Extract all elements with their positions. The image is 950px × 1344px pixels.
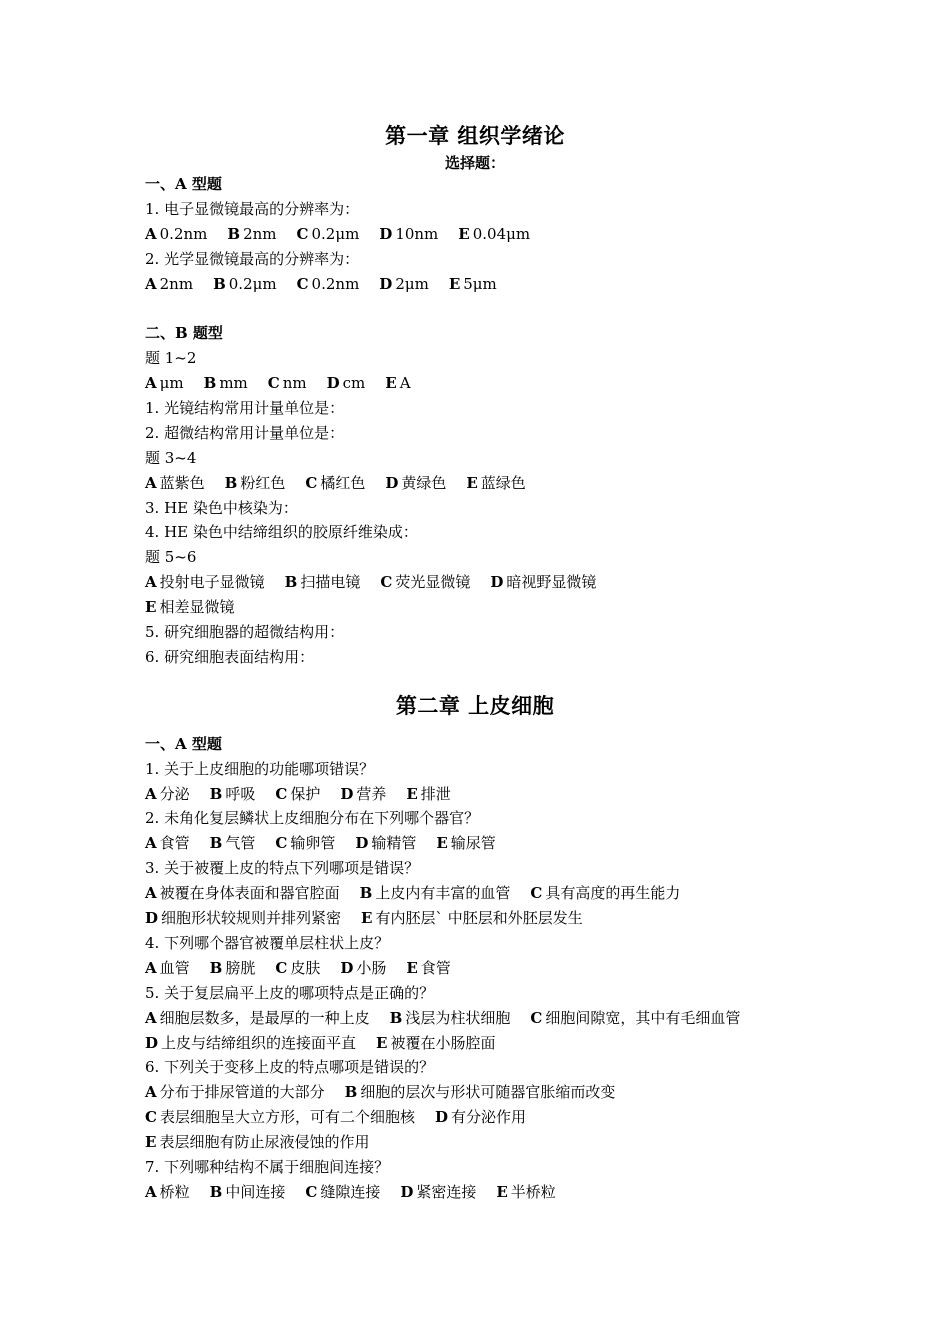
option-letter: E	[448, 274, 461, 293]
document-body	[145, 118, 845, 1205]
question: 1. 关于上皮细胞的功能哪项错误？	[145, 759, 375, 778]
option-text: 缝隙连接	[320, 1182, 381, 1201]
question: 4. HE 染色中结缔组织的胶原纤维染成：	[145, 523, 418, 542]
options-row	[145, 222, 845, 247]
option-a	[145, 471, 205, 496]
option-text: 食管	[159, 834, 190, 853]
option-text: 分泌	[159, 784, 190, 803]
option-c	[275, 831, 335, 856]
option-b	[360, 881, 511, 906]
option-b	[227, 222, 276, 247]
option-letter: A	[145, 1182, 157, 1201]
option-text: 具有高度的再生能力	[545, 884, 681, 903]
option-b	[210, 956, 256, 981]
options-row	[145, 1130, 845, 1155]
option-c	[268, 371, 307, 396]
question: 1. 电子显微镜最高的分辨率为：	[145, 199, 360, 218]
option-d	[145, 906, 341, 931]
option-b	[204, 371, 248, 396]
option-a	[145, 222, 207, 247]
option-c	[305, 471, 365, 496]
option-text: 分布于排尿管道的大部分	[159, 1083, 325, 1102]
option-letter: D	[326, 374, 340, 393]
chapter1-subtitle: 选择题：	[444, 154, 505, 172]
option-letter: C	[305, 473, 318, 492]
options-row	[145, 831, 845, 856]
option-letter: A	[145, 884, 157, 903]
options-row	[145, 595, 845, 620]
option-letter: E	[385, 374, 397, 393]
option-text: 排泄	[420, 784, 451, 803]
option-text: 输尿管	[450, 834, 496, 853]
option-text: 上皮内有丰富的血管	[375, 884, 511, 903]
ch2-section-a-heading: 一、A 型题	[145, 734, 222, 753]
option-d	[490, 570, 596, 595]
option-text: 表层细胞有防止尿液侵蚀的作用	[159, 1133, 370, 1152]
option-text: 黄绿色	[401, 473, 447, 492]
option-text: 2nm	[159, 274, 194, 293]
question: 4. 下列哪个器官被覆单层柱状上皮？	[145, 933, 390, 952]
option-text: 0.04μm	[472, 224, 531, 243]
options-row	[145, 1006, 845, 1031]
option-e	[458, 222, 530, 247]
option-letter: C	[530, 884, 543, 903]
question: 1. 光镜结构常用计量单位是：	[145, 399, 345, 418]
option-e	[406, 956, 450, 981]
option-letter: B	[224, 473, 238, 492]
option-d	[340, 782, 386, 807]
option-a	[145, 881, 340, 906]
option-letter: D	[355, 834, 369, 853]
option-text: 0.2μm	[311, 224, 360, 243]
option-letter: E	[376, 1033, 388, 1052]
options-row	[145, 570, 845, 595]
option-text: 食管	[420, 958, 451, 977]
option-c	[380, 570, 470, 595]
option-c	[530, 881, 680, 906]
option-d	[145, 1031, 356, 1056]
option-text: mm	[219, 374, 248, 393]
options-row	[145, 782, 845, 807]
option-text: 营养	[356, 784, 387, 803]
options-row	[145, 1080, 845, 1105]
option-text: 2nm	[243, 224, 277, 243]
option-text: 0.2nm	[311, 274, 360, 293]
option-text: 5μm	[463, 274, 497, 293]
option-text: 有分泌作用	[450, 1108, 526, 1127]
option-letter: E	[145, 598, 157, 617]
option-letter: A	[145, 224, 157, 243]
option-d	[435, 1105, 526, 1130]
option-letter: E	[436, 834, 448, 853]
option-letter: B	[344, 1083, 358, 1102]
chapter1-title: 第一章 组织学绪论	[385, 123, 565, 148]
option-b	[210, 831, 256, 856]
option-e	[376, 1031, 495, 1056]
ch1-section-a	[145, 197, 845, 297]
option-letter: B	[284, 573, 298, 592]
option-e	[496, 1180, 555, 1205]
option-e	[385, 371, 410, 396]
option-text: 有内胚层` 中胚层和外胚层发生	[375, 909, 583, 928]
option-a	[145, 570, 265, 595]
option-letter: A	[145, 784, 157, 803]
option-letter: E	[496, 1182, 508, 1201]
option-letter: D	[145, 909, 159, 928]
option-a	[145, 371, 184, 396]
option-text: 呼吸	[225, 784, 256, 803]
ch1-section-a-heading: 一、A 型题	[145, 175, 222, 193]
option-letter: A	[145, 1008, 157, 1027]
option-e	[449, 272, 497, 297]
option-letter: B	[227, 224, 241, 243]
option-d	[400, 1180, 476, 1205]
option-text: 上皮与结缔组织的连接面平直	[161, 1033, 357, 1052]
options-row	[145, 471, 845, 496]
option-letter: C	[275, 834, 288, 853]
option-d	[379, 272, 429, 297]
options-row	[145, 956, 845, 981]
question: 2. 光学显微镜最高的分辨率为：	[145, 249, 360, 268]
question: 3. HE 染色中核染为：	[145, 498, 298, 517]
option-letter: B	[209, 1182, 223, 1201]
option-letter: B	[209, 958, 223, 977]
option-letter: E	[361, 909, 373, 928]
option-b	[213, 272, 277, 297]
option-letter: D	[340, 958, 354, 977]
ch1-section-b	[145, 346, 845, 670]
ch1-section-b-heading: 二、B 题型	[145, 324, 223, 343]
question: 7. 下列哪种结构不属于细胞间连接？	[145, 1157, 390, 1176]
option-text: 相差显微镜	[159, 598, 235, 617]
option-letter: D	[379, 274, 393, 293]
option-a	[145, 1006, 370, 1031]
option-text: 粉红色	[240, 473, 286, 492]
option-text: 暗视野显微镜	[506, 573, 597, 592]
option-letter: B	[209, 834, 223, 853]
option-e	[145, 1130, 369, 1155]
option-letter: D	[379, 224, 393, 243]
option-text: 细胞形状较规则并排列紧密	[161, 909, 342, 928]
option-letter: A	[145, 834, 157, 853]
option-letter: D	[145, 1033, 159, 1052]
option-a	[145, 1080, 325, 1105]
option-c	[297, 272, 360, 297]
option-letter: E	[145, 1133, 157, 1152]
option-text: 橘红色	[320, 473, 366, 492]
option-letter: A	[145, 573, 157, 592]
option-text: 血管	[159, 958, 190, 977]
option-letter: A	[145, 274, 157, 293]
option-d	[379, 222, 438, 247]
option-letter: A	[145, 958, 157, 977]
options-row	[145, 881, 845, 906]
option-letter: A	[145, 473, 157, 492]
option-b	[345, 1080, 616, 1105]
option-d	[385, 471, 446, 496]
option-letter: D	[400, 1182, 414, 1201]
question: 5. 关于复层扁平上皮的哪项特点是正确的？	[145, 983, 435, 1002]
option-text: 桥粒	[159, 1182, 190, 1201]
option-text: 10nm	[395, 224, 439, 243]
option-text: 被覆在小肠腔面	[390, 1033, 496, 1052]
option-text: 0.2nm	[159, 224, 208, 243]
option-text: 0.2μm	[228, 274, 277, 293]
option-letter: D	[434, 1108, 448, 1127]
option-letter: D	[490, 573, 504, 592]
option-letter: B	[209, 784, 223, 803]
option-text: 被覆在身体表面和器官腔面	[159, 884, 340, 903]
options-row	[145, 906, 845, 931]
option-letter: C	[275, 958, 288, 977]
option-letter: A	[145, 374, 157, 393]
option-letter: C	[296, 224, 309, 243]
option-letter: B	[359, 884, 373, 903]
option-a	[145, 1180, 190, 1205]
option-e	[436, 831, 495, 856]
option-text: 蓝紫色	[159, 473, 205, 492]
option-d	[340, 956, 386, 981]
option-c	[275, 956, 320, 981]
option-letter: B	[203, 374, 217, 393]
option-letter: D	[340, 784, 354, 803]
option-letter: D	[385, 473, 399, 492]
options-row	[145, 1031, 845, 1056]
option-e	[361, 906, 583, 931]
option-letter: E	[406, 958, 418, 977]
option-text: cm	[342, 374, 366, 393]
option-a	[145, 956, 190, 981]
question-group-label: 题 5~6	[145, 548, 197, 567]
option-b	[225, 471, 286, 496]
option-letter: E	[458, 224, 470, 243]
option-text: 细胞间隙宽，其中有毛细血管	[545, 1008, 741, 1027]
options-row	[145, 272, 845, 297]
option-letter: E	[406, 784, 418, 803]
option-text: 浅层为柱状细胞	[405, 1008, 511, 1027]
option-text: 扫描电镜	[300, 573, 361, 592]
option-text: 表层细胞呈大立方形，可有二个细胞核	[159, 1108, 415, 1127]
option-b	[390, 1006, 511, 1031]
option-text: 紧密连接	[416, 1182, 477, 1201]
option-e	[145, 595, 234, 620]
option-a	[145, 272, 193, 297]
option-d	[355, 831, 416, 856]
option-text: 投射电子显微镜	[159, 573, 265, 592]
option-letter: C	[305, 1182, 318, 1201]
option-letter: A	[145, 1083, 157, 1102]
option-c	[297, 222, 360, 247]
option-b	[210, 782, 256, 807]
option-text: 小肠	[356, 958, 387, 977]
option-text: 输卵管	[290, 834, 336, 853]
option-c	[275, 782, 320, 807]
option-letter: B	[389, 1008, 403, 1027]
option-e	[406, 782, 450, 807]
option-text: 蓝绿色	[480, 473, 526, 492]
option-text: 膀胱	[225, 958, 256, 977]
option-letter: B	[213, 274, 226, 293]
question-group-label: 题 1~2	[145, 349, 197, 368]
options-row	[145, 1180, 845, 1205]
blank-line	[145, 296, 845, 321]
option-text: 半桥粒	[510, 1182, 556, 1201]
option-letter: C	[275, 784, 288, 803]
chapter2-title: 第二章 上皮细胞	[395, 692, 555, 718]
option-letter: C	[530, 1008, 543, 1027]
option-b	[285, 570, 361, 595]
option-a	[145, 782, 190, 807]
option-d	[327, 371, 366, 396]
option-b	[210, 1180, 286, 1205]
option-letter: C	[380, 573, 393, 592]
option-c	[145, 1105, 415, 1130]
option-letter: C	[145, 1108, 157, 1127]
option-text: 气管	[225, 834, 256, 853]
option-text: 细胞的层次与形状可随器官胀缩而改变	[360, 1083, 616, 1102]
question-group-label: 题 3~4	[145, 448, 197, 467]
option-text: nm	[282, 374, 307, 393]
option-text: 皮肤	[290, 958, 321, 977]
options-row	[145, 1105, 845, 1130]
option-a	[145, 831, 190, 856]
question: 6. 下列关于变移上皮的特点哪项是错误的？	[145, 1058, 435, 1077]
question: 6. 研究细胞表面结构用：	[145, 647, 315, 666]
ch2-section-a	[145, 757, 845, 1205]
option-letter: E	[466, 473, 478, 492]
option-text: 荧光显微镜	[395, 573, 471, 592]
option-text: 中间连接	[225, 1182, 286, 1201]
option-c	[305, 1180, 380, 1205]
option-text: A	[399, 374, 411, 393]
option-letter: C	[296, 274, 309, 293]
option-e	[466, 471, 525, 496]
option-text: 输精管	[371, 834, 417, 853]
option-text: 保护	[290, 784, 321, 803]
question: 2. 未角化复层鳞状上皮细胞分布在下列哪个器官？	[145, 809, 480, 828]
question: 5. 研究细胞器的超微结构用：	[145, 623, 345, 642]
option-text: 2μm	[395, 274, 429, 293]
option-c	[530, 1006, 740, 1031]
options-row	[145, 371, 845, 396]
question: 2. 超微结构常用计量单位是：	[145, 423, 345, 442]
option-text: 细胞层数多，是最厚的一种上皮	[159, 1008, 370, 1027]
option-letter: C	[267, 374, 280, 393]
question: 3. 关于被覆上皮的特点下列哪项是错误？	[145, 859, 420, 878]
option-text: μm	[159, 374, 184, 393]
